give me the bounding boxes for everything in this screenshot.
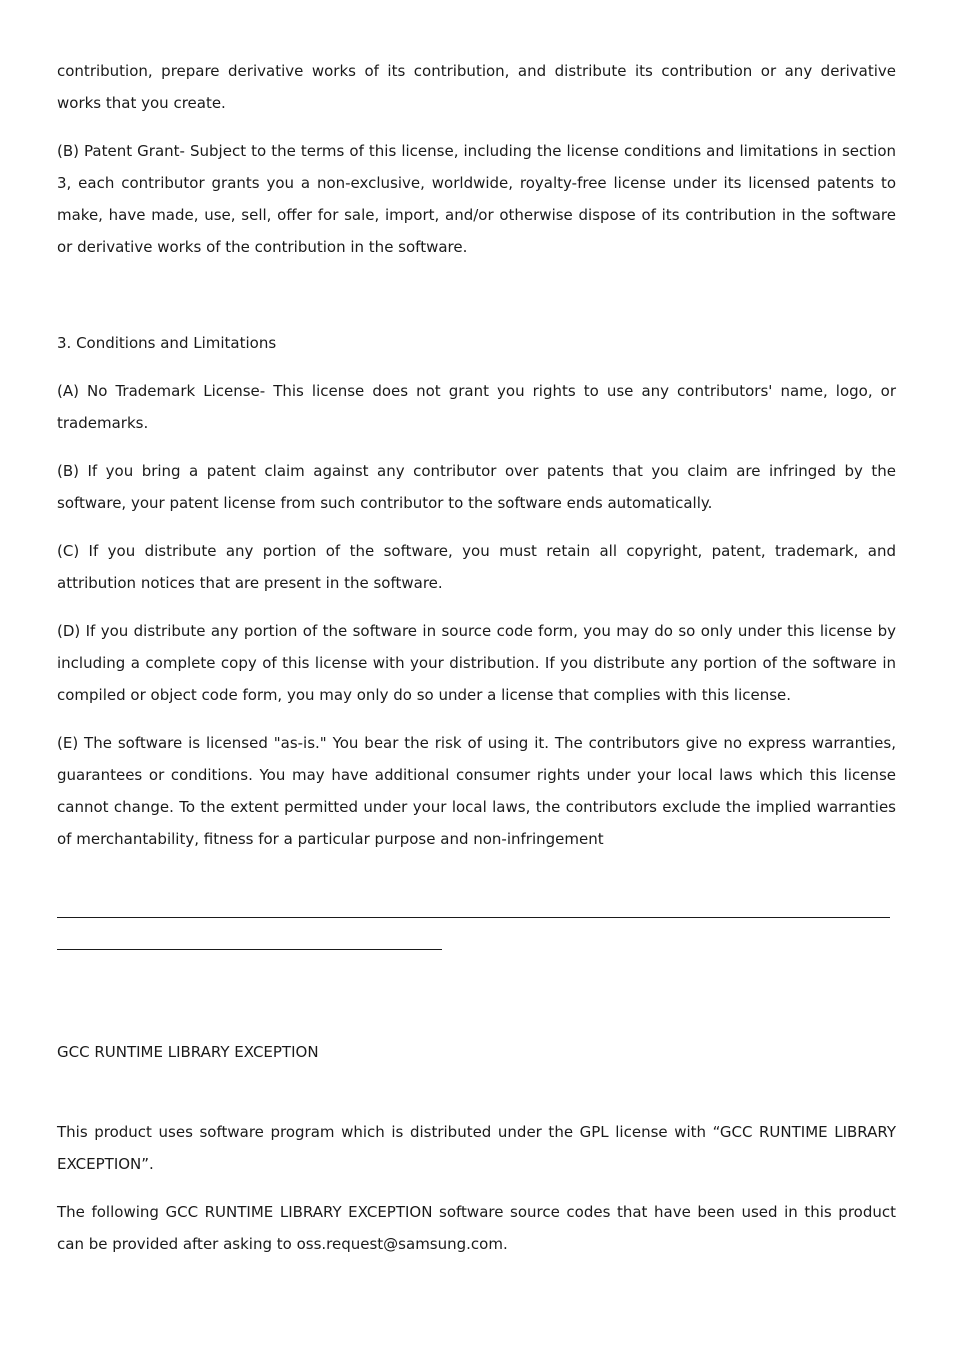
spacer (57, 950, 896, 1036)
separator-line (57, 917, 890, 918)
spacer (57, 279, 896, 327)
paragraph-gcc-source-request: The following GCC RUNTIME LIBRARY EXCEPTION software source codes that have been used in this product can be provided after asking to oss.request@samsung.com. (57, 1203, 896, 1253)
paragraph-gcc-usage: This product uses software program which is distributed under the GPL license with “GCC RUNTIME LIBRARY EXCEPTION”. (57, 1123, 896, 1173)
condition-e: (E) The software is licensed "as-is." You bear the risk of using it. The contributors give no express warranties, guarantees or conditions. You may have additional consumer rights under your local laws which this license cannot change. To the extent permitted under your local laws, the contributors exclude the implied warranties of merchantability, fitness for a particular purpose and non-infringement (57, 734, 896, 848)
condition-a: (A) No Trademark License- This license does not grant you rights to use any contributors' name, logo, or trademarks. (57, 382, 896, 432)
condition-d: (D) If you distribute any portion of the software in source code form, you may do so only under this license by including a complete copy of this license with your distribution. If you distribute any portion of the software in compiled or object code form, you may only do so under a license that complies with this license. (57, 622, 896, 704)
spacer (57, 1084, 896, 1116)
paragraph-contribution-continued: contribution, prepare derivative works of its contribution, and distribute its contribution or any derivative works that you create. (57, 62, 896, 112)
condition-c: (C) If you distribute any portion of the software, you must retain all copyright, patent, trademark, and attribution notices that are present in the software. (57, 542, 896, 592)
spacer (57, 871, 896, 903)
paragraph-patent-grant: (B) Patent Grant- Subject to the terms of this license, including the license conditions and limitations in section 3, each contributor grants you a non-exclusive, worldwide, royalty-free license under its licensed patents to make, have made, use, sell, offer for sale, import, and/or otherwise dispose of its contribution in the software or derivative works of the contribution in the software. (57, 142, 896, 256)
condition-b: (B) If you bring a patent claim against any contributor over patents that you claim are infringed by the software, your patent license from such contributor to the software ends automatically. (57, 462, 896, 512)
document-page (57, 55, 896, 1276)
section-heading-gcc: GCC RUNTIME LIBRARY EXCEPTION (57, 1043, 319, 1061)
section-heading-conditions: 3. Conditions and Limitations (57, 334, 277, 352)
